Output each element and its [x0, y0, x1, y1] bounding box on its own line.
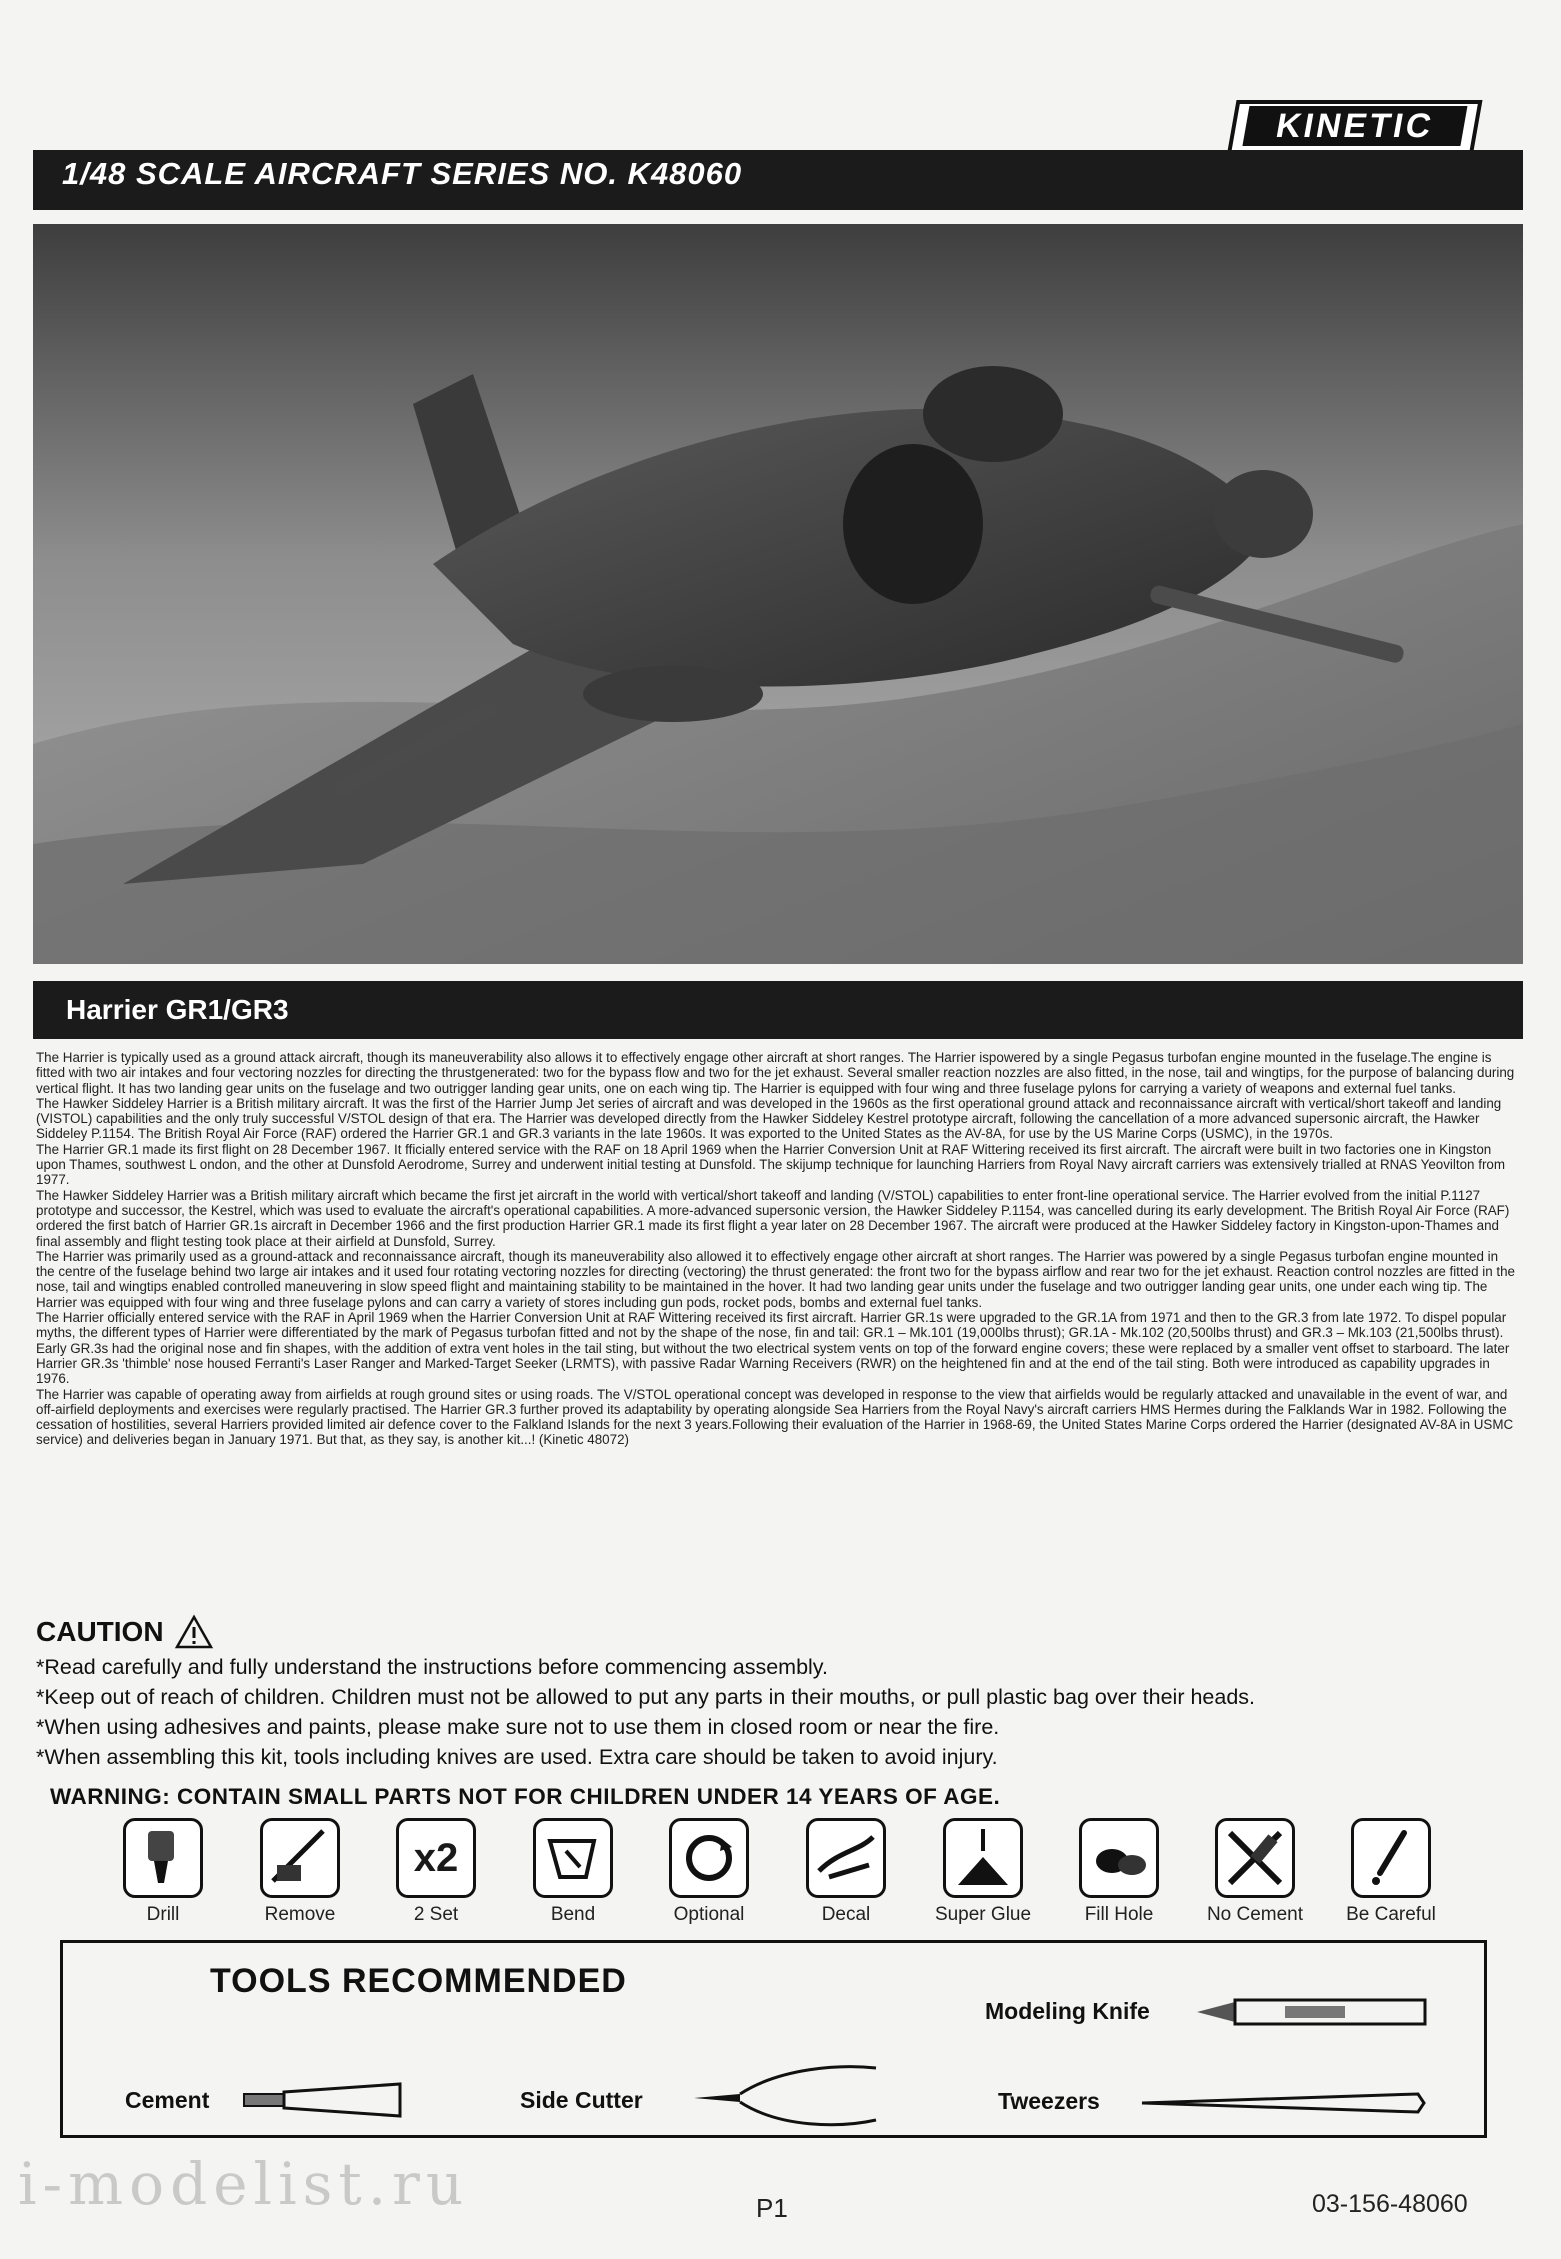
symbol-label: Fill Hole: [1084, 1904, 1154, 1925]
symbol-label: No Cement: [1206, 1904, 1304, 1925]
symbol-legend: [108, 1818, 1448, 1928]
history-paragraph: The Harrier officially entered service with the RAF in April 1969 when the Harrier Conversion Unit at RAF Wittering received its first aircraft. Harrier GR.1s were upgraded to the GR.1A from 1971 and then to the GR.3 from late 1972. To dispel popular myths, the different types of Harrier were differentiated by the mark of Pegasus turbofan fitted and not by the shape of the nose, fin and tail: GR.1 – Mk.101 (19,000lbs thrust); GR.1A - Mk.102 (20,500lbs thrust) and GR.3 – Mk.103 (21,500lbs thrust). Early GR.3s had the original nose and fin shapes, with the addition of extra vent holes in the tail sting, but without the two electrical system vents on top of the forward engine covers; these were replaced by a smaller vent offset to starboard. The later Harrier GR.3s 'thimble' nose housed Ferranti's Laser Ranger and Marked-Target Seeker (LRMTS), with passive Radar Warning Receivers (RWR) on the heightened fin and at the end of the tail sting. Both were introduced as capability upgrades in 1976.: [36, 1310, 1510, 1387]
fill-hole-icon: [1079, 1818, 1159, 1898]
history-paragraph: The Harrier is typically used as a ground attack aircraft, though its maneuverability also allows it to effectively engage other aircraft at short ranges. The Harrier ispowered by a single Pegasus turbofan engine mounted in the fuselage.The engine is fitted with two air intakes and four vectoring nozzles for directing the thrustgenerated: two for the bypass flow and two for the jet exhaust. Several smaller reaction nozzles are also fitted, in the nose, tail and wingtips, for the purpose of balancing during vertical flight. It has two landing gear units on the fuselage and two outrigger landing gear units, one on each wing tip. The Harrier is equipped with four wing and three fuselage pylons for carrying a variety of weapons and external fuel tanks.: [36, 1050, 1515, 1096]
symbol-super-glue: [928, 1818, 1038, 1926]
remove-icon: [260, 1818, 340, 1898]
symbol-label: Remove: [264, 1904, 336, 1925]
caution-line: *When using adhesives and paints, please make sure not to use them in closed room or near the fire.: [36, 1715, 1000, 1739]
symbol-be-careful: [1336, 1818, 1446, 1926]
caution-heading: [36, 1614, 214, 1650]
symbol-decal: [791, 1818, 901, 1926]
symbol-label: Bend: [550, 1904, 596, 1925]
symbol-remove: [245, 1818, 355, 1926]
symbol-label: Optional: [673, 1904, 745, 1925]
watermark: i-modelist.ru: [18, 2150, 470, 2218]
series-title: 1/48 SCALE AIRCRAFT SERIES NO. K48060: [62, 156, 743, 191]
logo-kinetic-text: KINETIC: [1242, 106, 1467, 146]
history-paragraph: The Harrier GR.1 made its first flight on 28 December 1967. It fficially entered service with the RAF on 18 April 1969 when the Harrier Conversion Unit at RAF Wittering received its first aircraft. The aircraft were built in two factories one in Kingston upon Thames, southwest L ondon, and the other at Dunsfold Aerodrome, Surrey and underwent initial testing at Dunsfold. The skijump technique for launching Harriers from Royal Navy aircraft carriers was extensively trialled at RNAS Yeovilton from 1977.: [36, 1141, 1505, 1188]
symbol-label: 2 Set: [413, 1904, 459, 1925]
page-number: P1: [756, 2193, 788, 2223]
history-paragraph: The Hawker Siddeley Harrier was a British military aircraft which became the first jet aircraft in the world with vertical/short takeoff and landing (V/STOL) capabilities to enter front-line operational service. The Harrier evolved from the initial P.1127 prototype and successor, the Kestrel, which was used to evaluate the aircraft's operational capabilities. A more-advanced supersonic version, the Hawker Siddeley P.1154, was cancelled during its early development. The British Royal Air Force (RAF) ordered the first batch of Harrier GR.1s aircraft in December 1966 and the first production Harrier GR.1 made its first flight a year later on 28 December 1967. The aircraft were produced at the Hawker Siddeley factory in Kingston-upon-Thames and final assembly and flight testing took place at their airfield at Dunsfold, Surrey.: [36, 1187, 1510, 1249]
symbol-label: Super Glue: [934, 1904, 1032, 1925]
caution-list: [36, 1652, 1516, 1772]
symbol-optional: [654, 1818, 764, 1926]
symbol-fill-hole: [1064, 1818, 1174, 1926]
modeling-knife-label: Modeling Knife: [985, 1998, 1150, 2024]
tweezers-icon: [1138, 2088, 1428, 2118]
drill-icon: [123, 1818, 203, 1898]
super-glue-icon: [943, 1818, 1023, 1898]
two-set-icon: [396, 1818, 476, 1898]
caution-line: *When assembling this kit, tools including knives are used. Extra care should be taken to avoid injury.: [36, 1745, 998, 1769]
symbol-label: Drill: [146, 1904, 180, 1925]
history-paragraph: The Harrier was capable of operating away from airfields at rough ground sites or using roads. The V/STOL operational concept was developed in response to the view that airfields would be regularly attacked and unavailable in the event of war, and off-airfield deployments and exercises were regularly practised. The Harrier GR.3 further proved its adaptability by operating alongside Sea Harriers from the Royal Navy's aircraft carriers HMS Hermes during the Falklands War in 1982. Following the cessation of hostilities, several Harriers provided limited air defence cover to the Falkland Islands for the next 3 years.Following their evaluation of the Harrier in 1968-69, the United States Marine Corps ordered the Harrier (designated AV-8A in USMC service) and deliveries began in January 1971. But that, as they say, is another kit...! (Kinetic 48072): [36, 1386, 1514, 1448]
no-cement-icon: [1215, 1818, 1295, 1898]
history-text: [36, 1050, 1516, 1448]
warning-triangle-icon: [174, 1614, 214, 1650]
symbol-label: Be Careful: [1346, 1904, 1436, 1925]
caution-line: *Keep out of reach of children. Children must not be allowed to put any parts in their mouths, or pull plastic bag over their heads.: [36, 1685, 1256, 1709]
be-careful-icon: [1351, 1818, 1431, 1898]
two-set-glyph: x2: [413, 1835, 459, 1880]
history-paragraph: The Harrier was primarily used as a ground-attack and reconnaissance aircraft, though its maneuverability also allowed it to effectively engage other aircraft at short ranges. The Harrier was powered by a single Pegasus turbofan engine mounted in the centre of the fuselage behind two large air intakes and it used four rotating vectoring nozzles for directing (vectoring) the thrust generated: the front two for the bypass airflow and rear two for the jet exhaust. Reaction control nozzles are fitted in the nose, tail and wingtips enabled controlled maneuvering in slow speed flight and maintaining stability to be maintained in the hover. It had two landing gear units under the fuselage and two outrigger landing gear units, one under each wing tip. The Harrier was equipped with four wing and three fuselage pylons and can carry a variety of stores including gun pods, rocket pods, bombs and external fuel tanks.: [36, 1248, 1515, 1310]
side-cutter-icon: [690, 2058, 880, 2128]
harrier-hero-image: [33, 224, 1523, 964]
optional-icon: [669, 1818, 749, 1898]
history-paragraph: The Hawker Siddeley Harrier is a British military aircraft. It was the first of the Harrier Jump Jet series of aircraft and was developed in the 1960s as the first operational ground attack and reconnaissance aircraft with vertical/short takeoff and landing (VISTOL) capabilities and the only truly successful V/STOL design of that era. The Harrier was developed directly from the Hawker Siddeley Kestrel prototype aircraft, following the cancellation of a more advanced supersonic aircraft, the Hawker Siddeley P.1154. The British Royal Air Force (RAF) ordered the Harrier GR.1 and GR.3 variants in the late 1960s. It was exported to the United States as the AV-8A, for use by the US Marine Corps (USMC), in the 1970s.: [36, 1095, 1502, 1142]
bend-icon: [533, 1818, 613, 1898]
decal-icon: [806, 1818, 886, 1898]
symbol-no-cement: [1200, 1818, 1310, 1926]
modeling-knife-icon: [1195, 1992, 1430, 2032]
caution-line: *Read carefully and fully understand the instructions before commencing assembly.: [36, 1655, 828, 1679]
section-title: Harrier GR1/GR3: [66, 994, 289, 1025]
cement-label: Cement: [125, 2087, 210, 2113]
tweezers-label: Tweezers: [998, 2088, 1100, 2114]
symbol-bend: [518, 1818, 628, 1926]
small-parts-warning: WARNING: CONTAIN SMALL PARTS NOT FOR CHILDREN UNDER 14 YEARS OF AGE.: [50, 1784, 1001, 1809]
side-cutter-label: Side Cutter: [520, 2087, 643, 2113]
caution-title: CAUTION: [36, 1616, 164, 1647]
symbol-label: Decal: [821, 1904, 871, 1925]
symbol-drill: [108, 1818, 218, 1926]
tools-title: TOOLS RECOMMENDED: [210, 1962, 627, 2000]
product-code: 03-156-48060: [1312, 2190, 1468, 2218]
cement-icon: [240, 2080, 410, 2120]
symbol-two-set: [381, 1818, 491, 1926]
